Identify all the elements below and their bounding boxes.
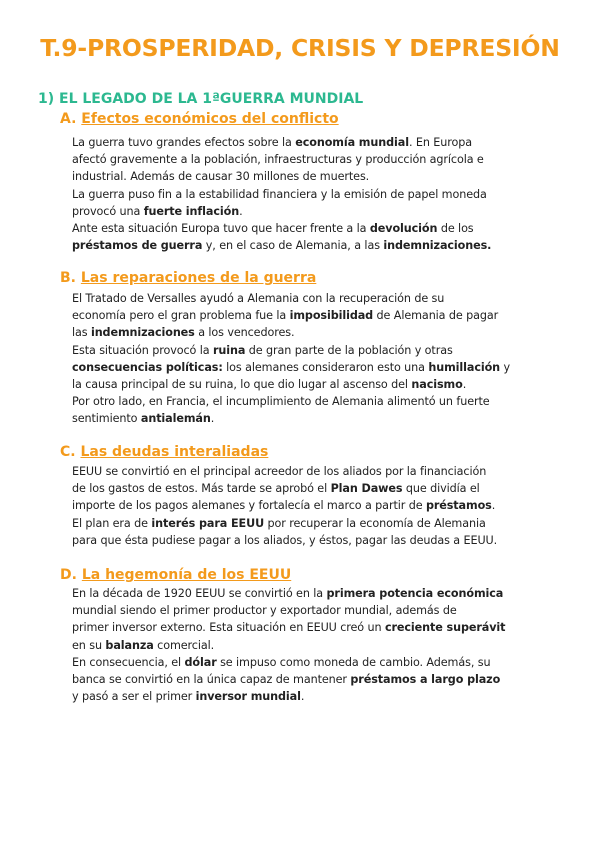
text-run: importe de los pagos alemanes y fortalecía el marco a partir de bbox=[72, 499, 426, 513]
text-line bbox=[72, 688, 542, 705]
section-number: 1) bbox=[38, 91, 55, 107]
bold-term: primera potencia económica bbox=[326, 587, 504, 600]
text-run: que dividía el bbox=[402, 482, 480, 496]
text-line bbox=[72, 203, 542, 220]
bold-term: indemnizaciones bbox=[90, 326, 195, 340]
text-run: provocó una bbox=[72, 204, 144, 218]
bold-term: ruina bbox=[212, 343, 246, 357]
text-run: de Alemania de pagar bbox=[373, 309, 499, 323]
text-run: La guerra puso fin a la estabilidad financiera y la emisión de papel moneda bbox=[72, 187, 487, 201]
text-run: EEUU se convirtió en el principal acreedor de los aliados por la financiación bbox=[72, 465, 487, 478]
text-line bbox=[72, 480, 542, 497]
bold-term: antialemán bbox=[140, 412, 211, 426]
text-run: banca se convirtió en la única capaz de mantener bbox=[72, 673, 351, 687]
text-line bbox=[72, 585, 542, 602]
text-line bbox=[72, 376, 542, 393]
text-run: . bbox=[239, 204, 243, 218]
text-run: . bbox=[300, 690, 305, 704]
text-run: por recuperar la economía de Alemania bbox=[264, 516, 486, 530]
subsection-a-title: Efectos económicos del conflicto bbox=[81, 111, 339, 127]
bold-term: creciente superávit bbox=[384, 621, 506, 635]
text-line bbox=[72, 324, 542, 341]
bold-term: economía mundial bbox=[295, 136, 409, 149]
bold-term: humillación bbox=[428, 360, 501, 374]
subsection-b-heading bbox=[60, 270, 316, 286]
text-line bbox=[72, 186, 542, 203]
text-run: En la década de 1920 EEUU se convirtió en la bbox=[72, 587, 327, 600]
bold-term: préstamos bbox=[425, 499, 492, 513]
text-run: y bbox=[500, 360, 511, 374]
page-title: T.9-PROSPERIDAD, CRISIS Y DEPRESIÓN bbox=[40, 34, 560, 62]
subsection-a-text bbox=[72, 134, 542, 254]
text-line bbox=[72, 134, 542, 151]
text-line bbox=[72, 151, 542, 168]
text-line bbox=[72, 342, 542, 359]
subsection-d-heading bbox=[60, 567, 291, 583]
bold-term: préstamos de guerra bbox=[72, 239, 203, 253]
bold-term: interés para EEUU bbox=[151, 516, 265, 530]
bold-term: indemnizaciones. bbox=[383, 239, 492, 253]
bold-term: nacismo bbox=[411, 378, 463, 392]
text-run: comercial. bbox=[153, 638, 215, 652]
text-run: economía pero el gran problema fue la bbox=[72, 309, 290, 323]
text-run: primer inversor externo. Esta situación en EEUU creó un bbox=[72, 621, 385, 635]
text-run: sentimiento bbox=[72, 412, 141, 426]
text-run: . bbox=[491, 499, 496, 513]
text-run: los alemanes consideraron esto una bbox=[222, 360, 429, 374]
subsection-d-text bbox=[72, 585, 542, 705]
subsection-d-title: La hegemonía de los EEUU bbox=[81, 567, 292, 583]
subsection-d-letter: D. bbox=[60, 567, 77, 583]
text-run: y pasó a ser el primer bbox=[72, 690, 196, 704]
bold-term: préstamos a largo plazo bbox=[350, 673, 501, 687]
text-run: a los vencedores. bbox=[194, 326, 295, 340]
text-run: La guerra tuvo grandes efectos sobre la bbox=[72, 136, 296, 149]
bold-term: imposibilidad bbox=[289, 309, 374, 323]
text-run: de los gastos de estos. Más tarde se aprobó el bbox=[72, 482, 331, 496]
bold-term: devolución bbox=[369, 222, 438, 236]
subsection-b-title: Las reparaciones de la guerra bbox=[80, 270, 317, 286]
text-line bbox=[72, 671, 542, 688]
text-run: de gran parte de la población y otras bbox=[245, 343, 453, 357]
text-line bbox=[72, 532, 542, 549]
subsection-c-heading bbox=[60, 444, 268, 460]
subsection-b-text bbox=[72, 290, 542, 428]
text-run: . En Europa bbox=[408, 136, 472, 149]
text-run: mundial siendo el primer productor y exportador mundial, además de bbox=[72, 604, 457, 618]
text-line bbox=[72, 515, 542, 532]
text-run: se impuso como moneda de cambio. Además, su bbox=[216, 655, 491, 669]
text-run: afectó gravemente a la población, infraestructuras y producción agrícola e bbox=[72, 153, 484, 167]
text-line bbox=[72, 307, 542, 324]
bold-term: fuerte inflación bbox=[143, 204, 240, 218]
section-title: EL LEGADO DE LA 1ªGUERRA MUNDIAL bbox=[59, 91, 364, 107]
subsection-a-letter: A. bbox=[60, 111, 77, 127]
text-line bbox=[72, 410, 542, 427]
text-run: . bbox=[210, 412, 215, 426]
text-line bbox=[72, 463, 542, 480]
text-line bbox=[72, 619, 542, 636]
text-line bbox=[72, 637, 542, 654]
subsection-c-text bbox=[72, 463, 542, 549]
text-run: El plan era de bbox=[72, 516, 152, 530]
text-line bbox=[72, 168, 542, 185]
subsection-a-heading bbox=[60, 111, 339, 127]
text-line bbox=[72, 359, 542, 376]
text-run: En consecuencia, el bbox=[72, 655, 185, 669]
subsection-c-letter: C. bbox=[60, 444, 76, 460]
text-line bbox=[72, 237, 542, 254]
text-line bbox=[72, 654, 542, 671]
text-run: la causa principal de su ruina, lo que dio lugar al ascenso del bbox=[72, 378, 412, 392]
text-run: industrial. Además de causar 30 millones de muertes. bbox=[72, 170, 370, 184]
text-run: en su bbox=[72, 638, 106, 652]
text-run: para que ésta pudiese pagar a los aliados, y éstos, pagar las deudas a EEUU. bbox=[72, 533, 498, 547]
text-run: Ante esta situación Europa tuvo que hacer frente a la bbox=[72, 222, 370, 236]
text-run: las bbox=[72, 326, 91, 340]
text-line bbox=[72, 290, 542, 307]
text-run: Por otro lado, en Francia, el incumplimiento de Alemania alimentó un fuerte bbox=[72, 395, 490, 409]
text-line bbox=[72, 393, 542, 410]
text-run: . bbox=[462, 378, 467, 392]
text-run: Esta situación provocó la bbox=[72, 343, 213, 357]
text-line bbox=[72, 602, 542, 619]
subsection-b-letter: B. bbox=[60, 270, 76, 286]
bold-term: balanza bbox=[105, 638, 154, 652]
text-run: y, en el caso de Alemania, a las bbox=[202, 239, 384, 253]
subsection-c-title: Las deudas interaliadas bbox=[80, 444, 269, 460]
bold-term: dólar bbox=[184, 655, 217, 669]
bold-term: inversor mundial bbox=[195, 690, 301, 704]
section-heading bbox=[38, 91, 363, 107]
bold-term: Plan Dawes bbox=[330, 482, 403, 496]
text-line bbox=[72, 220, 542, 237]
text-line bbox=[72, 497, 542, 514]
text-run: El Tratado de Versalles ayudó a Alemania con la recuperación de su bbox=[72, 292, 445, 305]
text-run: de los bbox=[437, 222, 474, 236]
bold-term: consecuencias políticas: bbox=[72, 360, 223, 374]
